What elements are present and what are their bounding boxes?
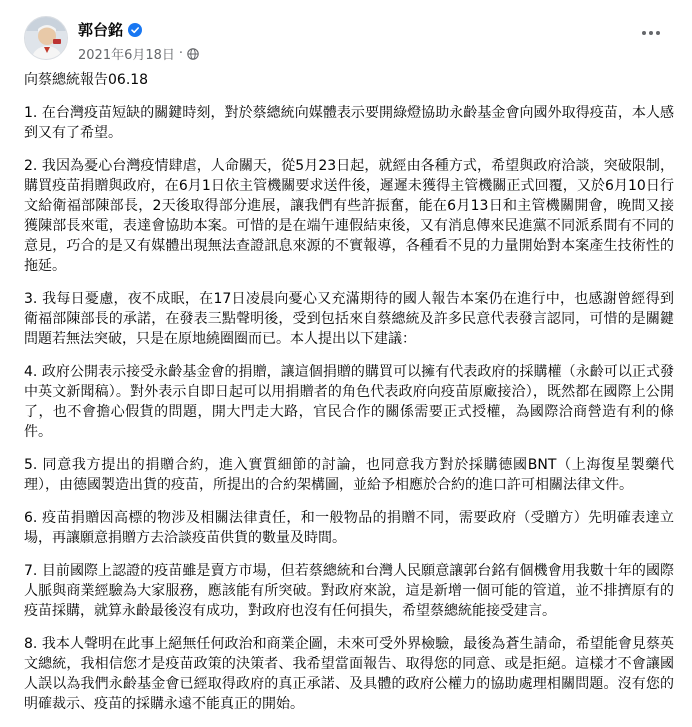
post-date[interactable]: 2021年6月18日 (78, 48, 175, 63)
globe-icon (187, 48, 199, 60)
author-name-row (78, 20, 142, 39)
post-paragraph-1: 1. 在台灣疫苗短缺的關鍵時刻，對於蔡總統向媒體表示要開綠燈協助永齡基金會向國外取得疫苗，本人感到又有了希望。 (24, 105, 674, 141)
post-paragraph-6: 6. 疫苗捐贈因高標的物涉及相關法律責任，和一般物品的捐贈不同，需要政府（受贈方）先明確表達立場，再讓願意捐贈方去洽談疫苗供貨的數量及時間。 (24, 510, 674, 546)
post-paragraph-8: 8. 我本人聲明在此事上絕無任何政治和商業企圖，未來可受外界檢驗，最後為蒼生請命，希望能會見蔡英文總統，我相信您才是疫苗政策的決策者、我希望當面報告、取得您的同意、或是拒絕。這樣才不會讓國人誤以為我們永齡基金會已經取得政府的真正承諾、及具體的政府公權力的協助處理相關問題。沒有您的明確裁示、疫苗的採購永遠不能真正的開始。 (24, 636, 674, 712)
post-paragraph-7: 7. 目前國際上認證的疫苗雖是賣方市場，但若蔡總統和台灣人民願意讓郭台銘有個機會用我數十年的國際人脈與商業經驗為大家服務，應該能有所突破。對政府來說，這是新增一個可能的管道，並不排擠原有的疫苗採購，就算永齡最後沒有成功，對政府也沒有任何損失，希望蔡總統能接受建言。 (24, 563, 674, 619)
avatar-image (25, 17, 68, 60)
author-name[interactable]: 郭台銘 (78, 21, 124, 39)
post-paragraph-4: 4. 政府公開表示接受永齡基金會的捐贈，讓這個捐贈的購買可以擁有代表政府的採購權（永齡可以正式發中英文新聞稿）。對外表示自即日起可以用捐贈者的角色代表政府向疫苗原廠接洽），既然都在國際上公開了，也不會擔心假貨的問題，開大門走大路，官民合作的關係需要正式授權，為國際洽商營造有利的條件。 (24, 364, 674, 440)
post-paragraph-2: 2. 我因為憂心台灣疫情肆虐，人命關天，從5月23日起，就經由各種方式，希望與政府洽談，突破限制，購買疫苗捐贈與政府，在6月1日依主管機關要求送件後，遲遲未獲得主管機關正式回覆，又於6月10日行文給衛福部陳部長，2天後取得部分進展，讓我們有些許振奮，能在6月13日和主管機關開會，晚間又接獲陳部長來電，表達會協助本案。可惜的是在端午連假結束後，又有消息傳來民進黨不同派系間有不同的意見，巧合的是又有媒體出現無法查證訊息來源的不實報導，各種看不見的力量開始對本案產生技術性的拖延。 (24, 158, 674, 274)
post-header (24, 16, 668, 62)
post-paragraph-3: 3. 我每日憂慮，夜不成眠，在17日凌晨向憂心又充滿期待的國人報告本案仍在進行中，也感謝曾經得到衛福部陳部長的承諾，在發表三點聲明後，受到包括來自蔡總統及許多民意代表發言認同，可惜的是關鍵問題若無法突破，只是在原地繞圈圈而已。本人提出以下建議： (24, 291, 674, 347)
more-options-icon (641, 30, 661, 36)
post-paragraph-5: 5. 同意我方提出的捐贈合約，進入實質細節的討論，也同意我方對於採購德國BNT（上海復星製藥代理），由德國製造出貨的疫苗，所提出的合約架構圖，並給予相應於合約的進口許可相關法律文件。 (24, 457, 674, 493)
meta-separator: · (178, 46, 184, 61)
post-meta (78, 44, 199, 63)
post-title: 向蔡總統報告06.18 (24, 72, 149, 88)
more-options-button[interactable] (638, 20, 664, 46)
post-content (24, 70, 674, 727)
author-avatar[interactable] (24, 16, 68, 60)
verified-badge-icon (128, 23, 142, 37)
